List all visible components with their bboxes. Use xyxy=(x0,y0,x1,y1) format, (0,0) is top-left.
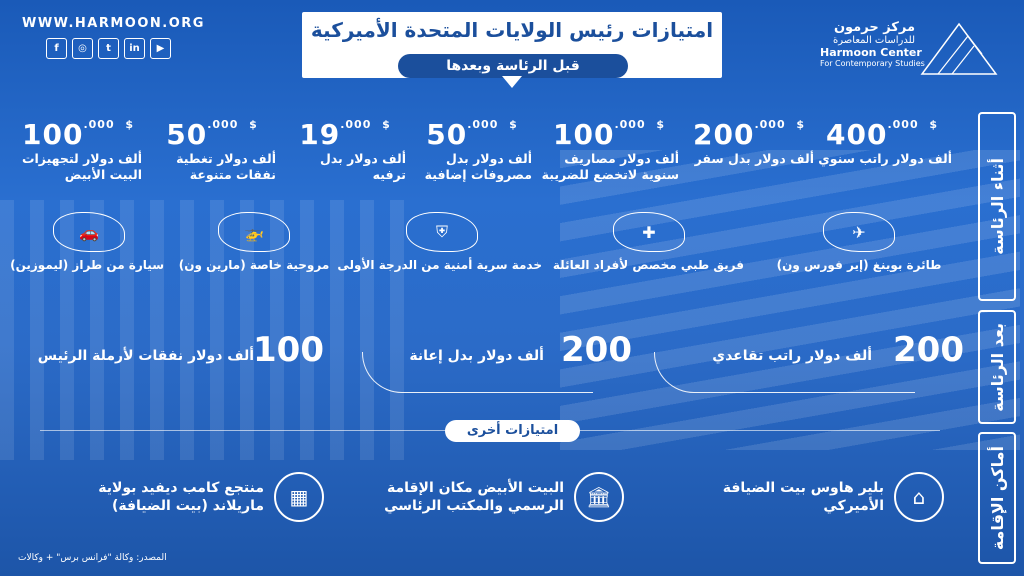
residence-label: البيت الأبيض مكان الإقامة الرسمي والمكتب الرئاسي xyxy=(384,480,564,514)
amount-label: ألف دولار مصاريف سنوية لاتخضع للضريبة xyxy=(541,151,679,182)
tab-during-presidency xyxy=(978,112,1016,301)
amount-value: $100^{.000}$ $ xyxy=(553,118,665,151)
perk-label: مروحية خاصة (مارين ون) xyxy=(178,258,330,272)
perk-item xyxy=(10,212,164,272)
amount-item xyxy=(684,118,814,167)
logo-en-sub: For Contemporary Studies xyxy=(820,59,925,68)
page-subtitle: قبل الرئاسة وبعدها xyxy=(398,54,628,78)
other-privileges-label: امتيازات أخرى xyxy=(445,420,580,442)
amount-item xyxy=(412,118,532,183)
amount-item xyxy=(812,118,952,167)
after-label: ألف دولار بدل إعانة xyxy=(409,348,544,364)
perk-label: سيارة من طراز (ليموزين) xyxy=(10,258,164,272)
page-title: امتيازات رئيس الولايات المتحدة الأميركية xyxy=(310,18,714,42)
amount-item xyxy=(14,118,142,183)
instagram-icon[interactable]: ◎ xyxy=(72,38,93,59)
perk-label: خدمة سرية أمنية من الدرجة الأولى xyxy=(337,258,542,272)
amount-label: ألف دولار بدل ترفيه xyxy=(319,151,406,182)
amount-value: $50^{.000}$ $ xyxy=(166,118,258,151)
residence-item xyxy=(54,472,324,522)
facebook-icon[interactable]: f xyxy=(46,38,67,59)
residence-item xyxy=(704,472,944,522)
amount-value: $400^{.000}$ $ xyxy=(826,118,938,151)
logo-mark-icon xyxy=(918,20,1000,78)
amount-value: $100^{.000}$ $ xyxy=(22,118,134,151)
harmoon-logo xyxy=(820,20,1020,80)
perk-item xyxy=(174,212,334,272)
helicopter-icon: 🚁 xyxy=(218,212,290,252)
tab-residence-label: أماكن الإقامة xyxy=(987,445,1007,551)
amount-label: ألف دولار بدل مصروفات إضافية xyxy=(424,151,532,182)
tab-during-label: أثناء الرئاسة xyxy=(987,158,1007,255)
amount-item xyxy=(148,118,276,183)
amount-label: ألف دولار تغطية نفقات متنوعة xyxy=(176,151,276,182)
residence-label: بلير هاوس بيت الضيافة الأميركي xyxy=(722,480,884,514)
linkedin-icon[interactable]: in xyxy=(124,38,145,59)
after-label: ألف دولار راتب تقاعدي xyxy=(712,348,872,364)
after-item xyxy=(644,330,964,380)
amount-item xyxy=(284,118,406,183)
shield-icon: ⛨ xyxy=(406,212,478,252)
amount-value: $200^{.000}$ $ xyxy=(693,118,805,151)
tab-after-presidency xyxy=(978,310,1016,424)
residence-label: منتجع كامب ديفيد بولاية ماريلاند (بيت الضيافة) xyxy=(98,480,264,514)
airplane-icon: ✈ xyxy=(823,212,895,252)
perk-item xyxy=(337,212,542,272)
residence-item xyxy=(384,472,624,522)
capitol-icon: 🏛 xyxy=(574,472,624,522)
flag-background xyxy=(560,150,1020,450)
after-item xyxy=(352,330,632,380)
perk-label: طائرة بوينغ (إير فورس ون) xyxy=(776,258,942,272)
amount-label: ألف دولار لتجهيزات البيت الأبيض xyxy=(21,151,142,182)
after-value: 100 xyxy=(253,330,324,370)
amount-value: $19^{.000}$ $ xyxy=(299,118,391,151)
amount-label: ألف دولار راتب سنوي xyxy=(818,151,952,166)
amount-label: ألف دولار بدل سفر xyxy=(694,151,814,166)
amount-item xyxy=(539,118,679,183)
amount-value: $50^{.000}$ $ xyxy=(426,118,518,151)
source-note: المصدر: وكالة "فرانس برس" + وكالات xyxy=(18,553,167,563)
after-item xyxy=(24,330,324,380)
twitter-icon[interactable]: t xyxy=(98,38,119,59)
logo-ar-name: مركز حرمون xyxy=(833,20,915,35)
perk-item xyxy=(554,212,744,272)
tab-after-label: بعد الرئاسة xyxy=(987,322,1007,412)
website-url[interactable]: WWW.HARMOON.ORG xyxy=(22,16,205,31)
after-value: 200 xyxy=(561,330,632,370)
tab-residence xyxy=(978,432,1016,564)
building-icon: ▦ xyxy=(274,472,324,522)
social-links xyxy=(46,38,171,59)
after-label: ألف دولار نفقات لأرملة الرئيس xyxy=(37,348,254,364)
house-icon: ⌂ xyxy=(894,472,944,522)
logo-ar-sub: للدراسات المعاصرة xyxy=(833,35,915,46)
after-value: 200 xyxy=(893,330,964,370)
medical-icon: ✚ xyxy=(613,212,685,252)
title-pointer xyxy=(502,76,522,88)
perk-label: فريق طبي مخصص لأفراد العائلة xyxy=(552,258,744,272)
car-icon: 🚗 xyxy=(53,212,125,252)
perk-item xyxy=(774,212,944,272)
logo-en-name: Harmoon Center xyxy=(820,46,922,59)
youtube-icon[interactable]: ▶ xyxy=(150,38,171,59)
